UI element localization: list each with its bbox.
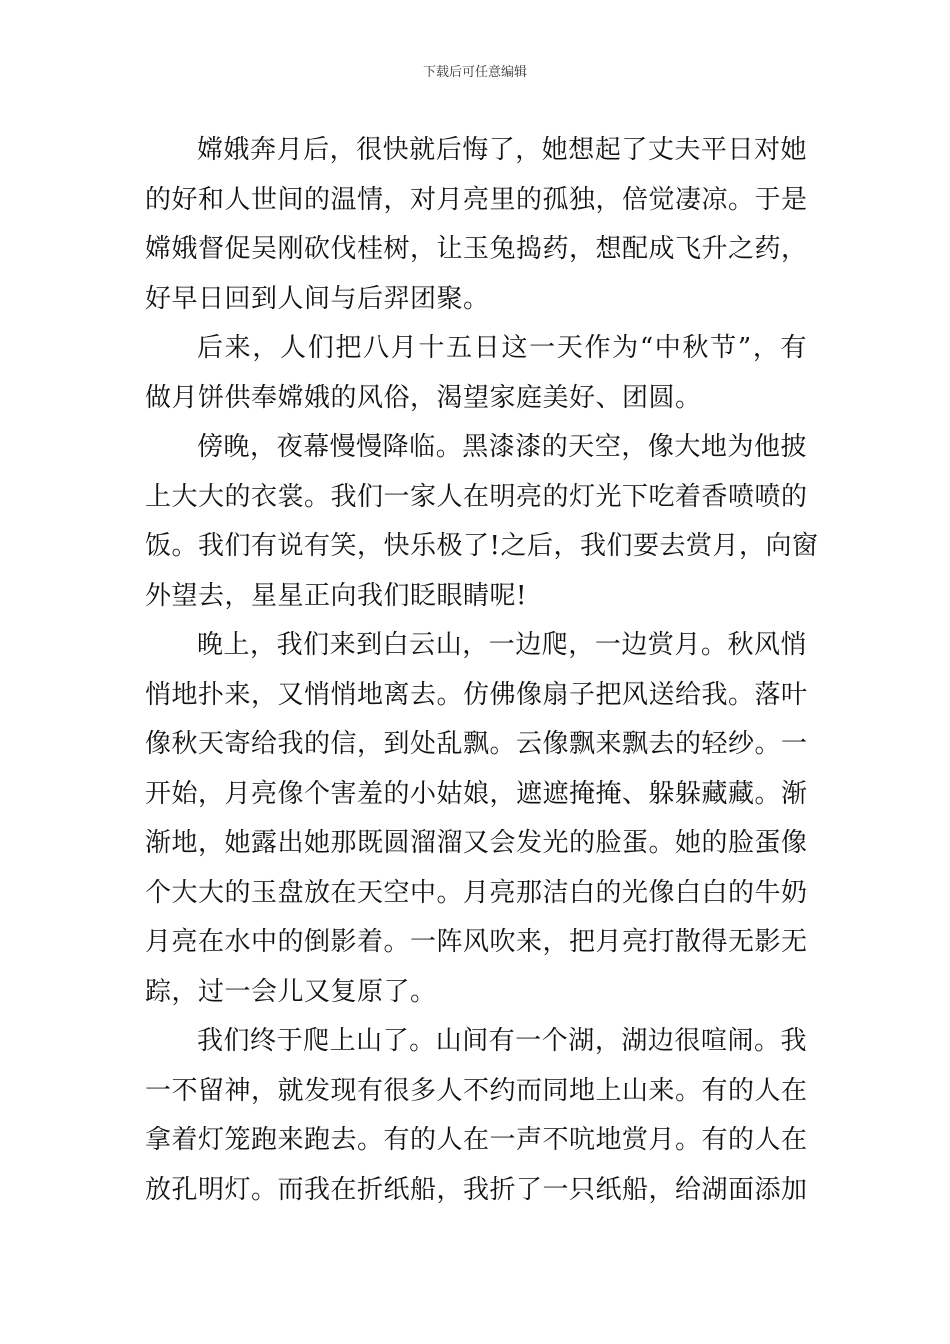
text-line: 拿着灯笼跑来跑去。有的人在一声不吭地赏月。有的人在 bbox=[145, 1125, 808, 1155]
paragraph-4 bbox=[145, 621, 807, 1017]
text-line: 做月饼供奉嫦娥的风俗，渴望家庭美好、团圆。 bbox=[145, 382, 702, 413]
page-header: 下载后可任意编辑 bbox=[422, 65, 527, 80]
text-line: 外望去，星星正向我们眨眼睛呢! bbox=[145, 580, 527, 611]
text-line: 悄地扑来，又悄悄地离去。仿佛像扇子把风送给我。落叶 bbox=[145, 679, 808, 710]
text-line: 放孔明灯。而我在折纸船，我折了一只纸船，给湖面添加 bbox=[145, 1174, 808, 1205]
text-line: 踪，过一会儿又复原了。 bbox=[145, 976, 437, 1007]
text-line: 晚上，我们来到白云山，一边爬，一边赏月。秋风悄 bbox=[197, 630, 807, 660]
paragraph-2 bbox=[145, 324, 807, 423]
text-line: 饭。我们有说有笑，快乐极了!之后，我们要去赏月，向窗 bbox=[145, 531, 819, 561]
text-line: 嫦娥督促吴刚砍伐桂树，让玉兔捣药，想配成飞升之药， bbox=[145, 234, 808, 264]
text-line: 个大大的玉盘放在天空中。月亮那洁白的光像白白的牛奶 bbox=[145, 877, 808, 908]
text-line: 开始，月亮像个害羞的小姑娘，遮遮掩掩、躲躲藏藏。渐 bbox=[145, 778, 808, 809]
text-line: 一不留神，就发现有很多人不约而同地上山来。有的人在 bbox=[145, 1075, 808, 1106]
paragraph-1 bbox=[145, 126, 807, 324]
paragraph-3 bbox=[145, 423, 819, 621]
paragraph-5 bbox=[145, 1017, 807, 1215]
text-line: 后来，人们把八月十五日这一天作为“中秋节”，有 bbox=[197, 333, 807, 363]
text-line: 的好和人世间的温情，对月亮里的孤独，倍觉凄凉。于是 bbox=[145, 184, 808, 215]
article-body bbox=[145, 126, 819, 1215]
text-line: 月亮在水中的倒影着。一阵风吹来，把月亮打散得无影无 bbox=[145, 927, 808, 957]
text-line: 傍晚，夜幕慢慢降临。黑漆漆的天空，像大地为他披 bbox=[197, 432, 807, 462]
text-line: 嫦娥奔月后，很快就后悔了，她想起了丈夫平日对她 bbox=[197, 135, 807, 165]
text-line: 好早日回到人间与后羿团聚。 bbox=[145, 283, 490, 314]
text-line: 我们终于爬上山了。山间有一个湖，湖边很喧闹。我 bbox=[197, 1026, 807, 1056]
text-line: 上大大的衣裳。我们一家人在明亮的灯光下吃着香喷喷的 bbox=[145, 481, 808, 512]
text-line: 像秋天寄给我的信，到处乱飘。云像飘来飘去的轻纱。一 bbox=[145, 729, 808, 759]
text-line: 渐地，她露出她那既圆溜溜又会发光的脸蛋。她的脸蛋像 bbox=[145, 828, 808, 858]
